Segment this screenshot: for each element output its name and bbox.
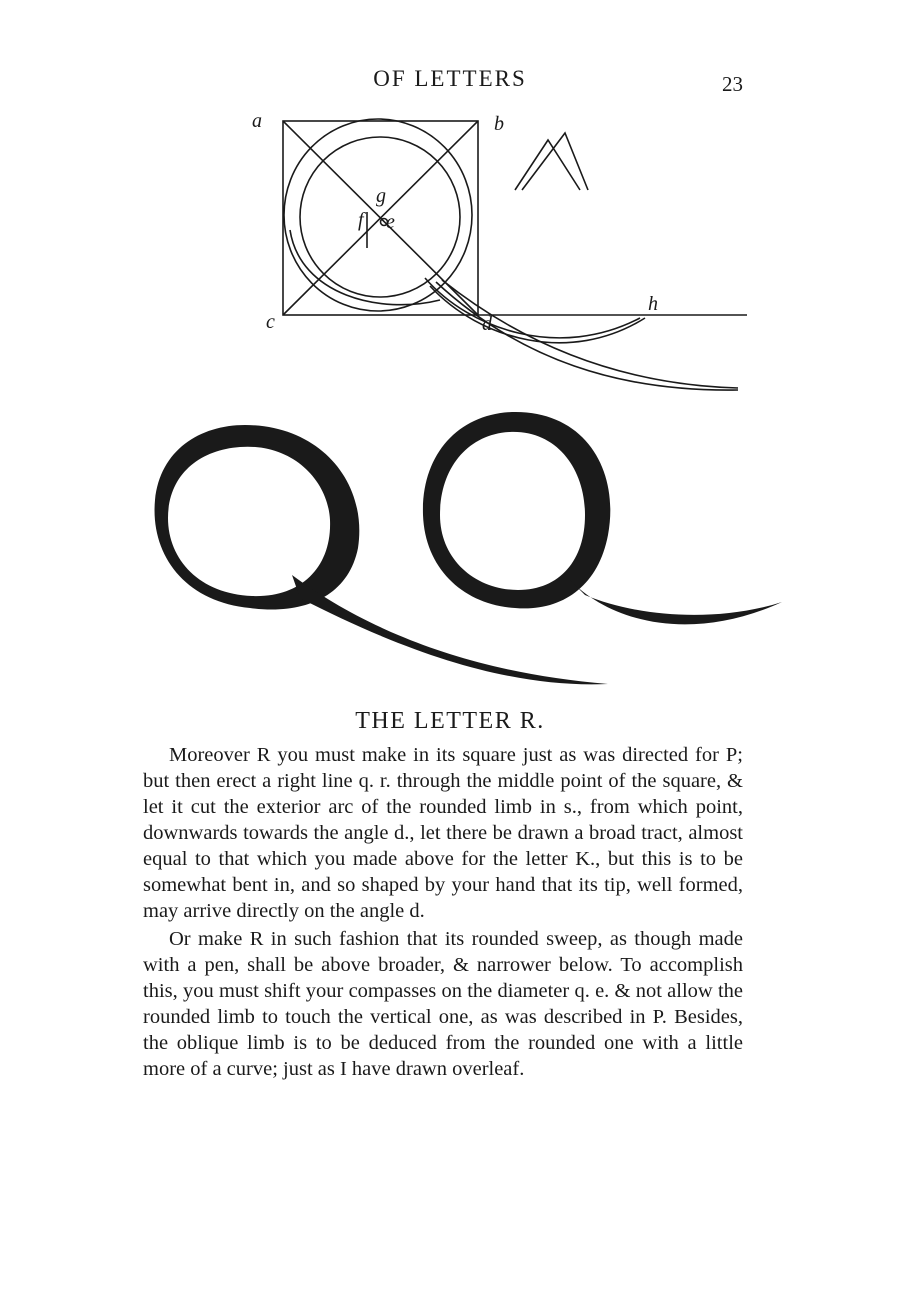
label-f: f bbox=[358, 209, 364, 231]
paragraph: Or make R in such fashion that its rounded sweep, as though made with a pen, shall be above broader, & narrower below. To accomplish this, you must shift your compasses on the diameter q. e. & not allow the rounded limb to touch the vertical one, as was described in P. Besides, the oblique limb is to be deduced from the rounded one with a little more of a curve; just as I have drawn overleaf. bbox=[143, 928, 743, 1080]
outer-arc bbox=[290, 230, 440, 305]
q-right-tail bbox=[568, 578, 782, 624]
letter-q-left bbox=[155, 425, 608, 684]
paragraph: Moreover R you must make in its square just as was directed for P; but then erect a right line q. r. through the middle point of the square, & let it cut the exterior arc of the rounded limb in s., from which point, downwards towards the angle d., let there be drawn a broad tract, almost equal to that which you made above for the letter K., but this is to be somewhat bent in, and so shaped by your hand that its tip, well formed, may arrive directly on the angle d. bbox=[143, 744, 743, 922]
running-title: OF LETTERS bbox=[373, 66, 527, 91]
label-b: b bbox=[494, 113, 504, 135]
construction-diagram bbox=[283, 119, 747, 390]
body-text bbox=[143, 742, 743, 1084]
q-right-bowl bbox=[423, 412, 610, 608]
label-d: d bbox=[482, 313, 492, 335]
page-number: 23 bbox=[722, 72, 743, 96]
label-g: g bbox=[376, 185, 386, 207]
chevron-sketch bbox=[522, 133, 588, 190]
tail-curve bbox=[425, 278, 640, 338]
q-left-bowl bbox=[155, 425, 360, 610]
label-c: c bbox=[266, 311, 275, 333]
section-title: THE LETTER R. bbox=[355, 708, 545, 734]
letter-q-right bbox=[423, 412, 782, 624]
label-e: e bbox=[386, 211, 395, 233]
label-a: a bbox=[252, 110, 262, 132]
label-h: h bbox=[648, 293, 658, 315]
